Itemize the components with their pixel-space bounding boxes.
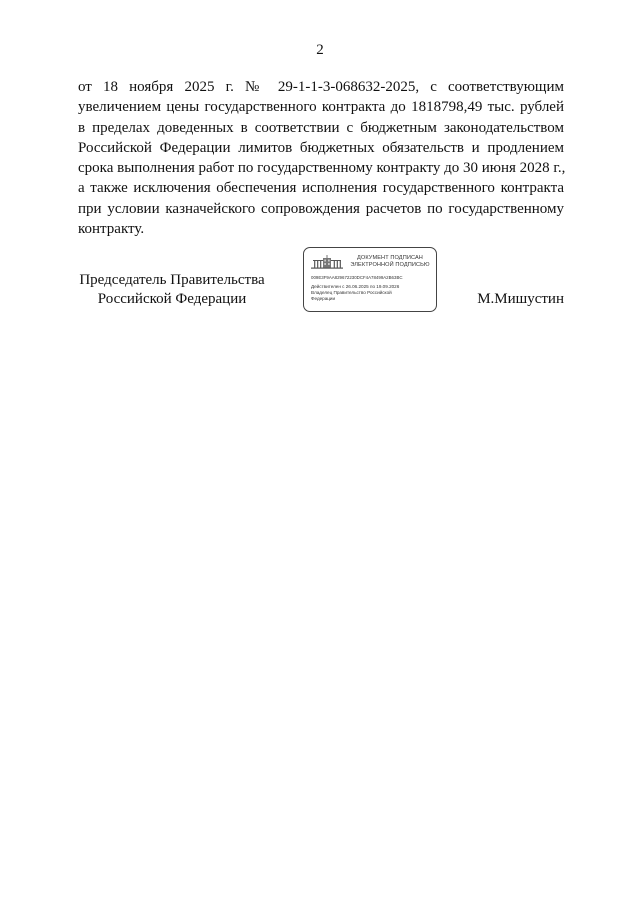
page-number: 2: [316, 42, 324, 58]
body-line: увеличением цены государственного контракта до 1818798,49 тыс. рублей: [78, 99, 564, 116]
stamp-owner: Владелец Правительство Российской Федерации: [311, 290, 392, 301]
stamp-header-line: ДОКУМЕНТ ПОДПИСАН: [357, 255, 423, 261]
body-line: а также исключения обеспечения исполнения государственного контракта: [78, 180, 564, 197]
signer-title-line: Председатель Правительства: [79, 272, 265, 288]
body-line: Российской Федерации лимитов бюджетных обязательств и продлением: [78, 139, 564, 156]
body-line: в пределах доведенных в соответствии с бюджетным законодательством: [78, 119, 564, 136]
body-line: срока выполнения работ по государственному контракту до 30 июня 2028 г.,: [78, 160, 566, 177]
stamp-header: [346, 255, 434, 269]
body-line: контракту.: [78, 221, 145, 238]
body-line: при условии казначейского сопровождения расчетов по государственному: [78, 200, 564, 217]
signer-title: [78, 271, 266, 309]
stamp-validity: Действителен с 26.06.2025 по 19.09.2026: [311, 284, 400, 289]
signer-name: М.Мишустин: [477, 291, 564, 307]
stamp-header-line: ЭЛЕКТРОННОЙ ПОДПИСЬЮ: [350, 262, 430, 268]
signer-title-line: Российской Федерации: [97, 291, 247, 307]
government-building-emblem-icon: [310, 254, 344, 270]
electronic-signature-stamp: [303, 247, 437, 312]
body-line: от 18 ноября 2025 г. № 29-1-1-3-068632-2025, с соответствующим: [78, 79, 564, 95]
body-text: [78, 77, 564, 239]
stamp-certificate-number: 009E3F9AA829672230DCF4A78499A2B63BC: [311, 275, 403, 280]
